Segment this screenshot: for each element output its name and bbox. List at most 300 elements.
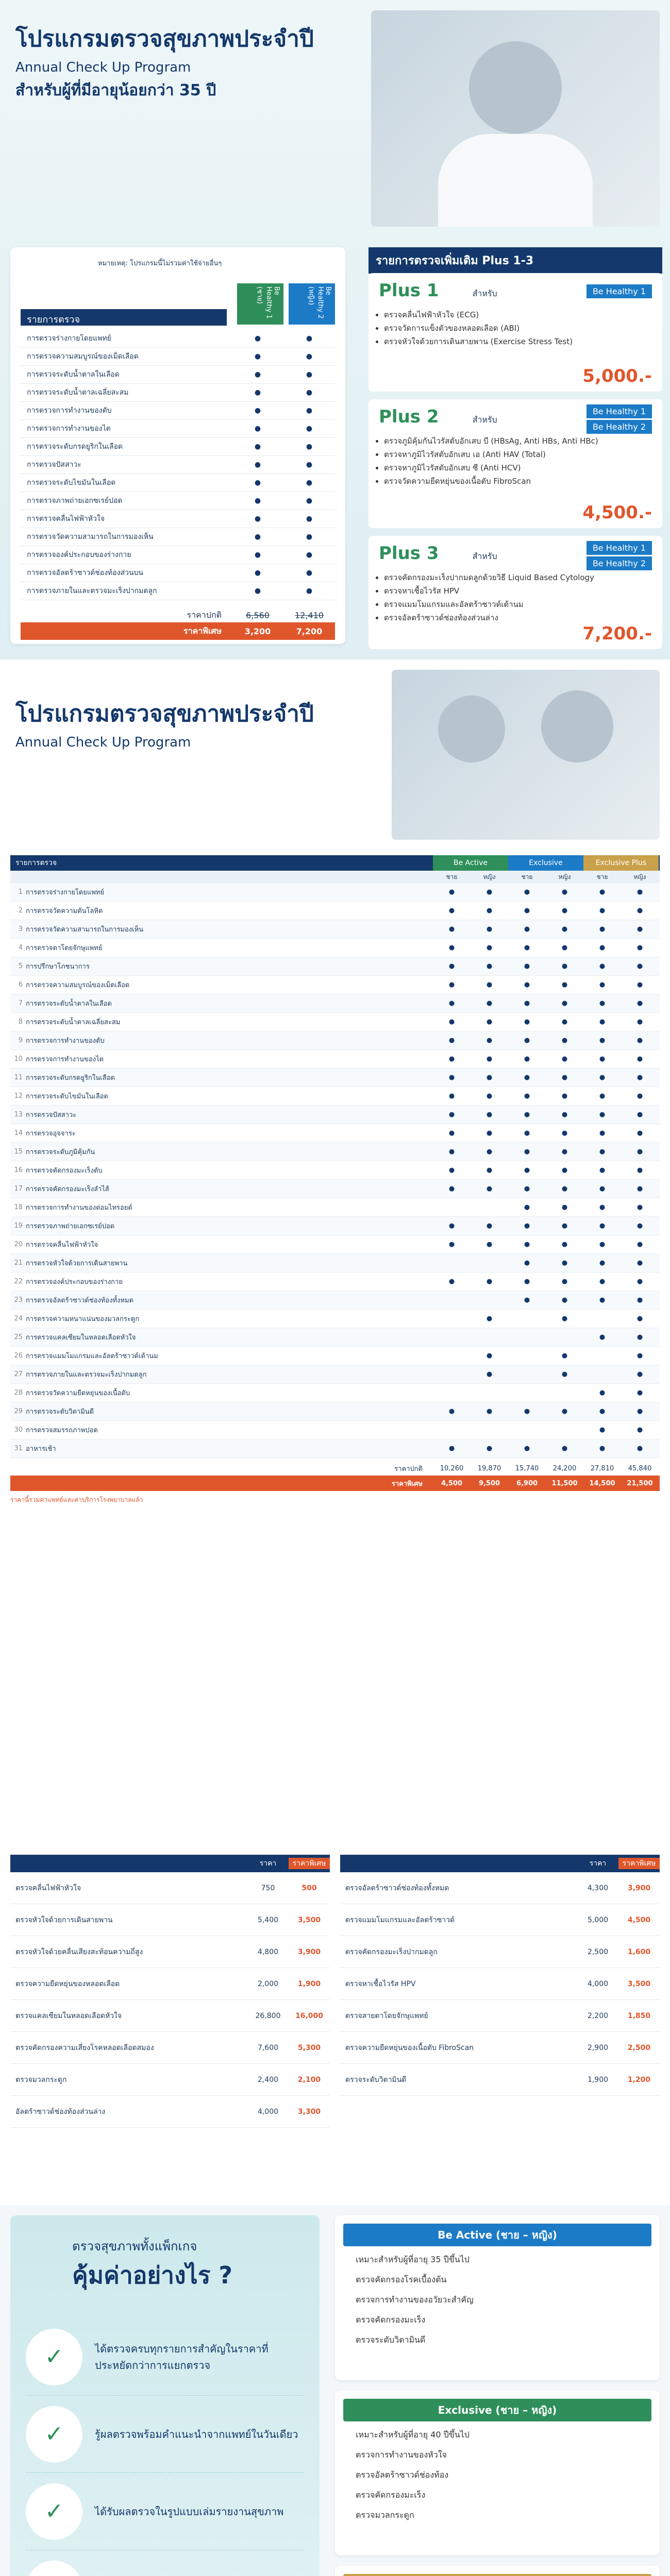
- worth-point: [26, 2318, 304, 2396]
- row-label: การตรวจอัลตร้าซาวด์ช่องท้องส่วนบน: [27, 569, 143, 577]
- table-row: [10, 1904, 330, 1936]
- row-label: ตรวจคลื่นไฟฟ้าหัวใจ: [15, 1884, 81, 1892]
- price-normal-label: ราคาปกติ: [187, 609, 222, 620]
- price-normal-b: 12,410: [295, 610, 324, 620]
- check-icon: ●: [486, 1352, 493, 1360]
- table-row: [340, 1904, 660, 1936]
- price-normal: 2,400: [257, 2075, 279, 2084]
- program2-table: [10, 855, 660, 1505]
- check-icon: ●: [636, 1222, 643, 1230]
- table-row: [10, 2064, 330, 2096]
- row-number: 7: [18, 999, 23, 1007]
- table-row: [340, 1872, 660, 1904]
- row-label: การตรวจร่างกายโดยแพทย์: [27, 334, 111, 343]
- table-row: [10, 902, 660, 920]
- check-icon: ●: [599, 1111, 606, 1118]
- check-icon: ●: [561, 1129, 568, 1137]
- table-row: [10, 1031, 660, 1050]
- plus3-box: [368, 536, 662, 649]
- group-header: Be Active: [433, 855, 508, 871]
- check-icon: ●: [254, 334, 261, 343]
- package-name: Exclusive (ชาย – หญิง): [343, 2399, 651, 2421]
- row-label: การตรวจปัสสาวะ: [27, 461, 81, 469]
- table-row: [340, 2032, 660, 2064]
- plus2-for: สำหรับ: [472, 415, 497, 425]
- price-special: 1,850: [627, 2011, 651, 2020]
- sub-col-header: ชาย: [596, 873, 608, 880]
- table-row: [21, 420, 335, 438]
- price-special: 2,500: [627, 2043, 651, 2052]
- worth-text: ได้รับผลตรวจในรูปแบบเล่มรายงานสุขภาพ: [95, 2505, 284, 2518]
- price-normal: 26,800: [255, 2011, 281, 2020]
- plus3-name: Plus 3: [379, 543, 439, 564]
- check-icon: ●: [448, 981, 455, 989]
- extras-col-price: ราคา: [259, 1859, 277, 1868]
- price-cell: 9,500: [478, 1479, 500, 1487]
- row-label: การตรวจระดับวิตามินดี: [26, 1408, 94, 1416]
- row-label: การตรวจระดับไขมันในเลือด: [26, 1093, 108, 1100]
- list-item: • ตรวจภูมิคุ้มกันไวรัสตับอักเสบ บี (HBsAg, Anti HBs, Anti HBc): [384, 434, 662, 448]
- check-icon: ●: [448, 1074, 455, 1081]
- price-normal: 2,200: [587, 2011, 609, 2020]
- check-icon: ●: [524, 1055, 530, 1063]
- check-icon: ●: [599, 1166, 606, 1174]
- table-row: [10, 1050, 660, 1069]
- list-item: • ตรวจคัดกรองมะเร็งปากมดลูกด้วยวิธี Liquid Based Cytology: [384, 571, 662, 584]
- hero-title: โปรแกรมตรวจสุขภาพประจำปี: [15, 26, 314, 52]
- check-icon: ●: [561, 1037, 568, 1044]
- row-number: 10: [14, 1055, 23, 1063]
- check-icon: ●: [636, 1037, 643, 1044]
- worth-section: [0, 2205, 670, 2576]
- check-icon: ●: [599, 925, 606, 933]
- check-icon: ●: [524, 944, 530, 952]
- check-icon: ●: [599, 1018, 606, 1026]
- check-icon: ●: [486, 1037, 493, 1044]
- price-cell: 45,840: [628, 1464, 652, 1472]
- check-icon: ●: [636, 1148, 643, 1156]
- check-icon: ●: [486, 1166, 493, 1174]
- table-row: [21, 582, 335, 600]
- check-icon: ●: [486, 1222, 493, 1230]
- table-row: [10, 1143, 660, 1161]
- row-number: 4: [18, 944, 23, 952]
- check-icon: ●: [524, 1241, 530, 1248]
- list-item: • ตรวจวัดการแข็งตัวของหลอดเลือด (ABI): [384, 321, 662, 335]
- table-row: [10, 2000, 330, 2032]
- check-icon: ●: [636, 1241, 643, 1248]
- table-note: หมายเหตุ: โปรแกรมนี้ไม่รวมค่าใช้จ่ายอื่นๆ: [98, 260, 222, 267]
- table-row: [10, 1273, 660, 1291]
- table-row: [21, 366, 335, 384]
- check-icon: ●: [636, 1185, 643, 1193]
- hero-section: [0, 0, 670, 659]
- check-icon: ●: [561, 1315, 568, 1323]
- check-icon: ●: [599, 1074, 606, 1081]
- row-label: การตรวจระดับน้ำตาลในเลือด: [26, 1000, 112, 1008]
- package-line: เหมาะสำหรับผู้ที่อายุ 35 ปีขึ้นไป: [356, 2255, 470, 2264]
- row-number: 20: [14, 1241, 23, 1248]
- check-icon: ●: [306, 388, 313, 397]
- check-icon: ●: [254, 370, 261, 379]
- check-icon: ●: [448, 888, 455, 896]
- check-icon: ●: [599, 962, 606, 970]
- check-icon: ●: [561, 1092, 568, 1100]
- plus1-list: [368, 308, 662, 348]
- check-icon: ●: [306, 569, 313, 577]
- table-row: [10, 1069, 660, 1087]
- package-card: [335, 2215, 660, 2380]
- check-icon: ●: [448, 925, 455, 933]
- table-row: [10, 1384, 660, 1402]
- price-special: 1,900: [297, 1979, 321, 1988]
- check-icon: ●: [254, 533, 261, 541]
- list-item: • ตรวจอัลตร้าซาวด์ช่องท้องส่วนล่าง: [384, 611, 662, 624]
- check-icon: ●: [524, 1166, 530, 1174]
- check-icon: ●: [599, 1259, 606, 1267]
- row-number: 6: [18, 981, 23, 989]
- table-row: [21, 474, 335, 492]
- table-row: [10, 1235, 660, 1254]
- row-label: การตรวจภายในและตรวจมะเร็งปากมดลูก: [26, 1371, 147, 1379]
- check-icon: ●: [636, 907, 643, 914]
- check-icon: ●: [486, 888, 493, 896]
- doctor-photo: [371, 10, 660, 227]
- row-number: 8: [18, 1018, 23, 1026]
- price-special-b: 7,200: [296, 626, 323, 636]
- row-label: ตรวจมวลกระดูก: [15, 2075, 67, 2084]
- check-icon: ●: [599, 1296, 606, 1304]
- table-row: [21, 330, 335, 348]
- row-label: การตรวจภาพถ่ายเอกซเรย์ปอด: [26, 1223, 115, 1230]
- price-cell: 11,500: [551, 1479, 578, 1487]
- row-label: ตรวจความยืดหยุ่นของหลอดเลือด: [15, 1979, 120, 1988]
- table-row: [340, 1968, 660, 2000]
- check-icon: ●: [254, 425, 261, 433]
- check-icon: ●: [561, 1259, 568, 1267]
- check-icon: ●: [486, 1092, 493, 1100]
- row-number: 19: [14, 1222, 23, 1230]
- group-header: Exclusive: [508, 855, 583, 871]
- check-icon: ●: [524, 1111, 530, 1118]
- table-row: [10, 1291, 660, 1310]
- worth-point: [26, 2473, 304, 2550]
- price-special: 1,600: [627, 1947, 651, 1956]
- table-row: [10, 1936, 330, 1968]
- package-line: เหมาะสำหรับผู้ที่อายุ 40 ปีขึ้นไป: [356, 2430, 470, 2439]
- check-icon: ●: [486, 1278, 493, 1285]
- price-special: 3,500: [627, 1979, 651, 1988]
- check-icon: ●: [486, 1241, 493, 1248]
- check-icon: ●: [636, 962, 643, 970]
- check-icon: ●: [448, 1111, 455, 1118]
- row-number: 27: [14, 1370, 23, 1378]
- check-icon: ●: [524, 962, 530, 970]
- check-icon: ●: [254, 569, 261, 577]
- row-number: 22: [14, 1278, 23, 1285]
- row-label: การตรวจการทำงานของตับ: [27, 406, 112, 415]
- program2-subtitle: Annual Check Up Program: [15, 735, 191, 750]
- check-icon: ●: [599, 907, 606, 914]
- check-icon: ●: [486, 944, 493, 952]
- check-icon: ●: [561, 944, 568, 952]
- table-row: [21, 348, 335, 366]
- row-number: 21: [14, 1259, 23, 1267]
- check-icon: ●: [561, 1055, 568, 1063]
- check-icon: ●: [561, 1074, 568, 1081]
- row-label: การตรวจแคลเซียมในหลอดเลือดหัวใจ: [26, 1334, 136, 1342]
- plus3-for: สำหรับ: [472, 551, 497, 561]
- check-icon: ●: [448, 944, 455, 952]
- row-label: การตรวจอัลตร้าซาวด์ช่องท้องทั้งหมด: [26, 1297, 134, 1304]
- table-row: [340, 2064, 660, 2096]
- row-number: 2: [18, 907, 23, 914]
- plus2-tag-a: Be Healthy 1: [587, 404, 652, 418]
- price-cell: 6,900: [516, 1479, 538, 1487]
- table-row: [21, 510, 335, 528]
- extras-col-special: ราคาพิเศษ: [289, 1858, 330, 1869]
- check-icon: ●: [254, 352, 261, 361]
- plus2-list: [368, 434, 662, 488]
- check-icon: ●: [636, 1426, 643, 1434]
- check-icon: ●: [561, 1370, 568, 1378]
- worth-pre: ตรวจสุขภาพทั้งแพ็กเกจ: [72, 2239, 197, 2253]
- table-row: [10, 2096, 330, 2128]
- table-row: [21, 456, 335, 474]
- check-icon: ●: [306, 406, 313, 415]
- check-icon: ●: [636, 981, 643, 989]
- row-number: 9: [18, 1037, 23, 1044]
- check-icon: ●: [561, 1222, 568, 1230]
- check-icon: ●: [561, 1241, 568, 1248]
- row-label: ตรวจคัดกรองมะเร็งปากมดลูก: [345, 1947, 438, 1956]
- plus2-name: Plus 2: [379, 406, 439, 427]
- extras-header: [340, 1855, 660, 1872]
- row-number: 25: [14, 1333, 23, 1341]
- table-row: [10, 957, 660, 976]
- price-normal: 2,000: [257, 1979, 279, 1988]
- price-normal: 1,900: [587, 2075, 609, 2084]
- table-row: [10, 883, 660, 902]
- worth-text: ได้ตรวจครบทุกรายการสำคัญในราคาที่ประหยัดกว่าการแยกตรวจ: [95, 2342, 269, 2371]
- list-item: • ตรวจแมมโมแกรมและอัลตร้าซาวด์เต้านม: [384, 598, 662, 611]
- row-label: อัลตร้าซาวด์ช่องท้องส่วนล่าง: [15, 2107, 106, 2116]
- list-item: • ตรวจคลื่นไฟฟ้าหัวใจ (ECG): [384, 308, 662, 321]
- check-icon: ●: [486, 925, 493, 933]
- check-icon: ●: [561, 962, 568, 970]
- check-icon: ●: [636, 1278, 643, 1285]
- check-icon: ●: [448, 962, 455, 970]
- plus2-box: [368, 399, 662, 528]
- check-icon: ●: [524, 999, 530, 1007]
- row-number: 11: [14, 1074, 23, 1081]
- plus1-box: [368, 273, 662, 392]
- check-icon: ●: [561, 1204, 568, 1211]
- hero-age: สำหรับผู้ที่มีอายุน้อยกว่า 35 ปี: [15, 81, 216, 99]
- extras-section: [0, 1844, 670, 2205]
- row-label: การตรวจร่างกายโดยแพทย์: [26, 889, 105, 896]
- row-label: การตรวจปัสสาวะ: [26, 1111, 77, 1119]
- price-cell: 10,260: [440, 1464, 464, 1472]
- table-row: [21, 528, 335, 546]
- row-label: การตรวจหัวใจด้วยการเดินสายพาน: [26, 1260, 128, 1267]
- check-icon: ●: [448, 1092, 455, 1100]
- plus1-tag: Be Healthy 1: [587, 284, 652, 298]
- check-icon: ●: [254, 551, 261, 559]
- package-line: ตรวจการทำงานของอวัยวะสำคัญ: [356, 2295, 474, 2304]
- row-number: 28: [14, 1389, 23, 1397]
- check-icon: ●: [524, 1259, 530, 1267]
- check-icon: ●: [254, 443, 261, 451]
- check-icon: ●: [561, 1352, 568, 1360]
- row-label: การปรึกษาโภชนาการ: [26, 963, 90, 971]
- check-icon: ●: [448, 1241, 455, 1248]
- row-number: 1: [18, 888, 23, 896]
- extras-left-table: [10, 1855, 330, 2128]
- extras-header: [10, 1855, 330, 1872]
- check-icon: ●: [306, 533, 313, 541]
- price-cell: 14,500: [589, 1479, 615, 1487]
- row-label: การตรวจคลื่นไฟฟ้าหัวใจ: [26, 1241, 98, 1249]
- price-normal: 5,400: [257, 1916, 279, 1924]
- program2-table-title: รายการตรวจ: [15, 859, 57, 867]
- check-icon: ●: [599, 981, 606, 989]
- price-special: 2,100: [297, 2075, 321, 2084]
- row-label: อาหารเช้า: [26, 1445, 56, 1453]
- col-header-b: Be Healthy 2 (หญิง): [289, 283, 335, 325]
- table-row: [10, 1198, 660, 1217]
- price-cell: 19,870: [477, 1464, 501, 1472]
- check-icon: ●: [486, 1074, 493, 1081]
- row-label: การตรวจตาโดยจักษุแพทย์: [26, 944, 103, 952]
- check-icon: ●: [448, 1408, 455, 1415]
- row-number: 14: [14, 1129, 23, 1137]
- check-icon: ●: [524, 1148, 530, 1156]
- row-number: 16: [14, 1166, 23, 1174]
- check-icon: ●: [486, 962, 493, 970]
- row-number: 13: [14, 1111, 23, 1118]
- check-icon: ●: [448, 1445, 455, 1452]
- check-icon: ●: [599, 1222, 606, 1230]
- price-normal: 4,800: [257, 1947, 279, 1956]
- check-icon: ●: [486, 1185, 493, 1193]
- check-icon: ●: [561, 999, 568, 1007]
- check-icon: ●: [599, 944, 606, 952]
- row-label: การตรวจองค์ประกอบของร่างกาย: [26, 1278, 123, 1286]
- check-icon: ●: [254, 515, 261, 523]
- check-icon: ●: [254, 388, 261, 397]
- table-row: [10, 1872, 330, 1904]
- sub-col-header: ชาย: [446, 873, 458, 880]
- row-label: การตรวจคัดกรองมะเร็งลำไส้: [26, 1185, 109, 1193]
- check-icon: ●: [486, 1408, 493, 1415]
- check-icon: ●: [448, 1166, 455, 1174]
- check-icon: ●: [561, 1148, 568, 1156]
- price-cell: 21,500: [627, 1479, 653, 1487]
- row-label: การตรวจภาพถ่ายเอกซเรย์ปอด: [27, 497, 123, 505]
- row-label: ตรวจความยืดหยุ่นของเนื้อตับ FibroScan: [345, 2043, 474, 2052]
- check-icon: ●: [599, 1445, 606, 1452]
- benefit-icon: ✓: [26, 2329, 82, 2385]
- check-icon: ●: [448, 1185, 455, 1193]
- check-icon: ●: [636, 1092, 643, 1100]
- row-number: 30: [14, 1426, 23, 1434]
- price-normal: 4,000: [257, 2107, 279, 2116]
- price-special-a: 3,200: [244, 626, 271, 636]
- check-icon: ●: [524, 907, 530, 914]
- row-label: การตรวจคลื่นไฟฟ้าหัวใจ: [27, 515, 105, 523]
- list-item: • ตรวจหาภูมิไวรัสตับอักเสบ ซี (Anti HCV): [384, 461, 662, 474]
- sub-col-header: หญิง: [558, 873, 571, 880]
- table-row: [340, 2000, 660, 2032]
- sub-col-header: หญิง: [483, 873, 496, 880]
- price-normal: 4,300: [587, 1884, 609, 1892]
- check-icon: ●: [599, 1333, 606, 1341]
- check-icon: ●: [636, 1408, 643, 1415]
- row-number: 31: [14, 1445, 23, 1452]
- price-special: 500: [301, 1884, 317, 1892]
- row-number: 29: [14, 1408, 23, 1415]
- row-label: การตรวจความสมบูรณ์ของเม็ดเลือด: [27, 352, 139, 361]
- row-label: การตรวจองค์ประกอบของร่างกาย: [27, 551, 131, 559]
- program2-normal-label: ราคาปกติ: [394, 1465, 423, 1473]
- price-normal: 5,000: [587, 1916, 609, 1924]
- price-cell: 24,200: [552, 1464, 577, 1472]
- check-icon: ●: [448, 1018, 455, 1026]
- row-label: การตรวจระดับน้ำตาลเฉลี่ยสะสม: [27, 388, 129, 397]
- table-row: [10, 1161, 660, 1180]
- row-label: การตรวจความหนาแน่นของมวลกระดูก: [26, 1315, 140, 1323]
- check-icon: ●: [524, 981, 530, 989]
- check-icon: ●: [636, 1389, 643, 1397]
- check-icon: ●: [561, 1111, 568, 1118]
- check-icon: ●: [524, 1445, 530, 1452]
- check-icon: ●: [254, 406, 261, 415]
- row-label: ตรวจแคลเซียมในหลอดเลือดหัวใจ: [15, 2011, 122, 2020]
- check-icon: ●: [561, 1278, 568, 1285]
- table-row: [10, 1328, 660, 1347]
- table-row: [21, 438, 335, 456]
- col-header-a: Be Healthy 1 (ชาย): [237, 283, 283, 325]
- row-label: การตรวจการทำงานของตับ: [26, 1037, 105, 1045]
- program2-title: โปรแกรมตรวจสุขภาพประจำปี: [15, 701, 314, 727]
- row-label: การตรวจระดับกรดยูริกในเลือด: [27, 443, 123, 451]
- table-row: [10, 1402, 660, 1421]
- row-label: ตรวจหัวใจด้วยคลื่นเสียงสะท้อนความถี่สูง: [15, 1947, 143, 1956]
- table-row: [10, 1087, 660, 1106]
- row-label: การตรวจระดับน้ำตาลเฉลี่ยสะสม: [26, 1019, 121, 1026]
- check-icon: ●: [306, 515, 313, 523]
- check-icon: ●: [524, 1278, 530, 1285]
- row-label: การตรวจระดับภูมิคุ้มกัน: [26, 1148, 95, 1156]
- row-number: 3: [18, 925, 23, 933]
- row-label: ตรวจอัลตร้าซาวด์ช่องท้องทั้งหมด: [345, 1884, 449, 1892]
- table-row: [10, 2032, 330, 2064]
- check-icon: ●: [636, 1352, 643, 1360]
- price-normal: 750: [261, 1884, 275, 1892]
- check-icon: ●: [254, 497, 261, 505]
- price-special: 1,200: [627, 2075, 651, 2084]
- extras-right-table: [340, 1855, 660, 2096]
- row-number: 5: [18, 962, 23, 970]
- check-icon: ●: [524, 1185, 530, 1193]
- price-special: 16,000: [295, 2011, 324, 2020]
- row-label: การตรวจสมรรถภาพปอด: [26, 1427, 98, 1434]
- package-line: ตรวจมวลกระดูก: [356, 2510, 414, 2520]
- check-icon: ●: [636, 1111, 643, 1118]
- check-icon: ●: [254, 479, 261, 487]
- check-icon: ●: [561, 1296, 568, 1304]
